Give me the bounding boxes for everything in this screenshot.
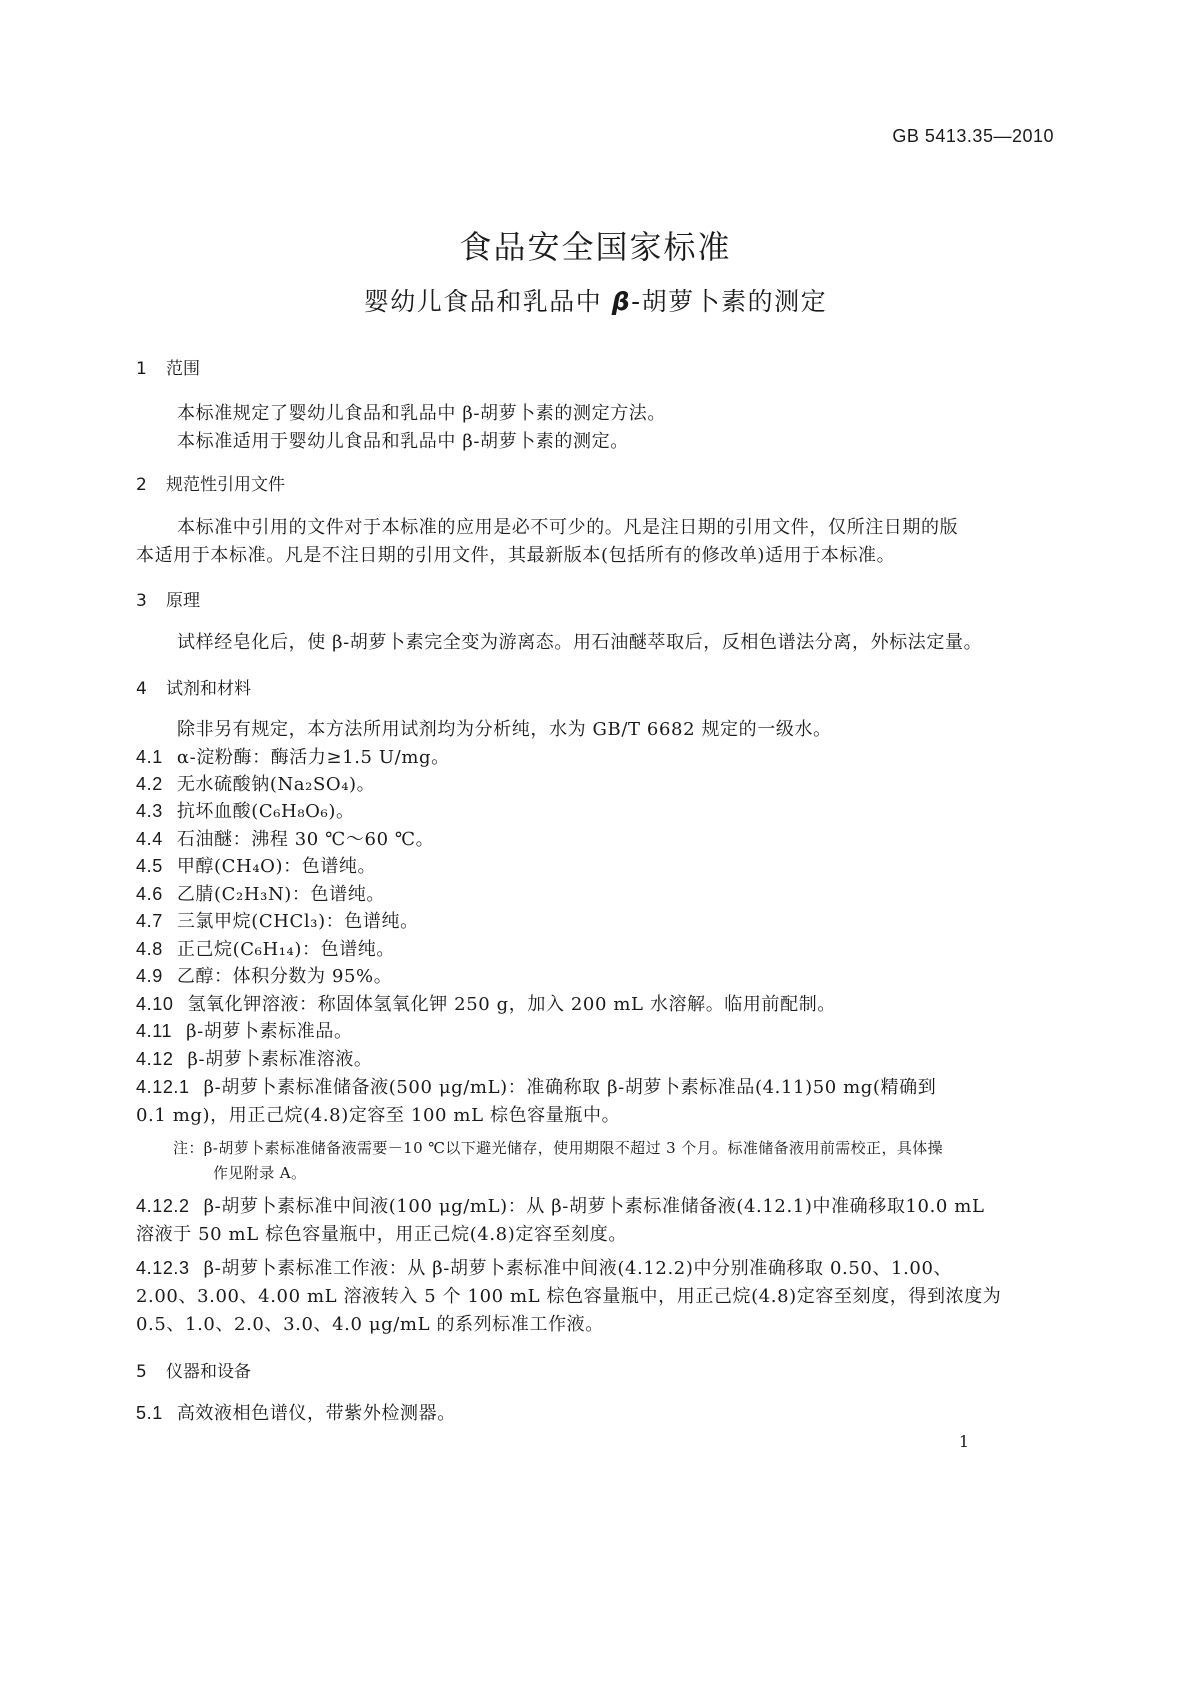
item-5-1 — [136, 1399, 456, 1425]
item-text: 氢氧化钾溶液：称固体氢氧化钾 250 g，加入 200 mL 水溶解。临用前配制。 — [187, 994, 836, 1015]
item-text: β-胡萝卜素标准中间液(100 μg/mL)：从 β-胡萝卜素标准储备液(4.12.1)中准确移取10.0 mL — [203, 1196, 985, 1217]
list-item — [136, 880, 385, 906]
item-text: 甲醇(CH₄O)：色谱纯。 — [176, 856, 377, 877]
item-text: 三氯甲烷(CHCl₃)：色谱纯。 — [176, 911, 419, 932]
subtitle-part-1: 婴幼儿食品和乳品中 — [363, 287, 612, 316]
standard-number: GB 5413.35—2010 — [892, 126, 1054, 146]
section-1-paragraph-1: 本标准规定了婴幼儿食品和乳品中 β-胡萝卜素的测定方法。 — [177, 403, 667, 424]
list-item — [136, 743, 450, 769]
list-item — [136, 770, 375, 796]
item-number: 4.9 — [136, 966, 163, 986]
item-4-12-1-line-1 — [136, 1073, 936, 1099]
item-number: 4.11 — [136, 1021, 173, 1041]
item-text: 乙腈(C₂H₃N)：色谱纯。 — [176, 884, 385, 905]
section-3-paragraph: 试样经皂化后，使 β-胡萝卜素完全变为游离态。用石油醚萃取后，反相色谱法分离，外标法定量。 — [177, 632, 983, 653]
item-number: 4.12.1 — [136, 1077, 190, 1097]
item-4-12-1-line-2: 0.1 mg)，用正己烷(4.8)定容至 100 mL 棕色容量瓶中。 — [136, 1105, 621, 1126]
section-title: 试剂和材料 — [166, 679, 251, 699]
section-4-heading — [136, 674, 251, 699]
item-number: 4.7 — [136, 911, 163, 931]
item-number: 4.10 — [136, 994, 174, 1014]
section-3-heading — [136, 586, 200, 611]
item-text: β-胡萝卜素标准储备液(500 μg/mL)：准确称取 β-胡萝卜素标准品(4.11)50 mg(精确到 — [203, 1077, 937, 1098]
note-line-1: 注：β-胡萝卜素标准储备液需要－10 ℃以下避光储存，使用期限不超过 3 个月。标准储备液用前需校正，具体操 — [173, 1139, 944, 1157]
item-text: β-胡萝卜素标准溶液。 — [187, 1049, 373, 1070]
item-text: 乙醇：体积分数为 95%。 — [176, 966, 393, 987]
document-subtitle — [0, 282, 1191, 318]
item-4-12-3-line-1 — [136, 1254, 952, 1280]
item-text: 正己烷(C₆H₁₄)：色谱纯。 — [176, 939, 395, 960]
item-number: 5.1 — [136, 1403, 163, 1423]
item-number: 4.3 — [136, 801, 163, 821]
item-number: 4.5 — [136, 856, 163, 876]
list-item — [136, 935, 395, 961]
document-title: 食品安全国家标准 — [459, 228, 732, 266]
section-1-paragraph-2: 本标准适用于婴幼儿食品和乳品中 β-胡萝卜素的测定。 — [177, 431, 629, 452]
section-2-heading — [136, 470, 285, 495]
item-4-12-2-line-1 — [136, 1192, 985, 1218]
section-number: 5 — [136, 1362, 147, 1382]
item-number: 4.1 — [136, 747, 163, 767]
section-2-line-1: 本标准中引用的文件对于本标准的应用是必不可少的。凡是注日期的引用文件，仅所注日期的版 — [177, 517, 959, 538]
section-title: 范围 — [166, 359, 200, 379]
list-item — [136, 797, 355, 823]
note-line-2: 作见附录 A。 — [213, 1164, 307, 1182]
item-text: β-胡萝卜素标准工作液：从 β-胡萝卜素标准中间液(4.12.2)中分别准确移取 0.50、1.00、 — [203, 1258, 953, 1279]
section-title: 仪器和设备 — [166, 1362, 251, 1382]
item-number: 4.2 — [136, 774, 163, 794]
section-number: 3 — [136, 591, 147, 611]
item-text: 高效液相色谱仪，带紫外检测器。 — [176, 1403, 456, 1424]
section-2-line-2: 本适用于本标准。凡是不注日期的引用文件，其最新版本(包括所有的修改单)适用于本标准。 — [136, 545, 896, 566]
item-text: 无水硫酸钠(Na₂SO₄)。 — [176, 774, 376, 795]
list-item — [136, 1045, 373, 1071]
section-title: 规范性引用文件 — [166, 475, 285, 495]
list-item — [136, 852, 376, 878]
list-item — [136, 962, 392, 988]
section-number: 1 — [136, 359, 147, 379]
section-title: 原理 — [166, 591, 200, 611]
item-text: 抗坏血酸(C₆H₈O₆)。 — [176, 801, 355, 822]
subtitle-part-2: -胡萝卜素的测定 — [631, 287, 828, 316]
item-text: α-淀粉酶：酶活力≥1.5 U/mg。 — [176, 747, 450, 768]
list-item — [136, 1017, 353, 1043]
item-number: 4.12.2 — [136, 1196, 190, 1216]
list-item — [136, 907, 419, 933]
item-4-12-3-line-2: 2.00、3.00、4.00 mL 溶液转入 5 个 100 mL 棕色容量瓶中，用正己烷(4.8)定容至刻度，得到浓度为 — [136, 1286, 1002, 1307]
item-number: 4.8 — [136, 939, 163, 959]
item-number: 4.12.3 — [136, 1258, 190, 1278]
item-number: 4.4 — [136, 829, 163, 849]
item-text: 石油醚：沸程 30 ℃～60 ℃。 — [176, 829, 435, 850]
page-number: 1 — [958, 1432, 969, 1451]
section-1-heading — [136, 354, 200, 379]
item-4-12-2-line-2: 溶液于 50 mL 棕色容量瓶中，用正己烷(4.8)定容至刻度。 — [136, 1224, 627, 1245]
item-4-12-3-line-3: 0.5、1.0、2.0、3.0、4.0 μg/mL 的系列标准工作液。 — [136, 1314, 604, 1335]
section-4-paragraph: 除非另有规定，本方法所用试剂均为分析纯，水为 GB/T 6682 规定的一级水。 — [177, 719, 832, 740]
item-number: 4.12 — [136, 1049, 174, 1069]
list-item — [136, 990, 836, 1016]
section-5-heading — [136, 1357, 251, 1382]
subtitle-beta: β — [611, 287, 632, 316]
item-number: 4.6 — [136, 884, 163, 904]
list-item — [136, 825, 434, 851]
section-number: 2 — [136, 475, 147, 495]
section-number: 4 — [136, 679, 147, 699]
item-text: β-胡萝卜素标准品。 — [186, 1021, 353, 1042]
